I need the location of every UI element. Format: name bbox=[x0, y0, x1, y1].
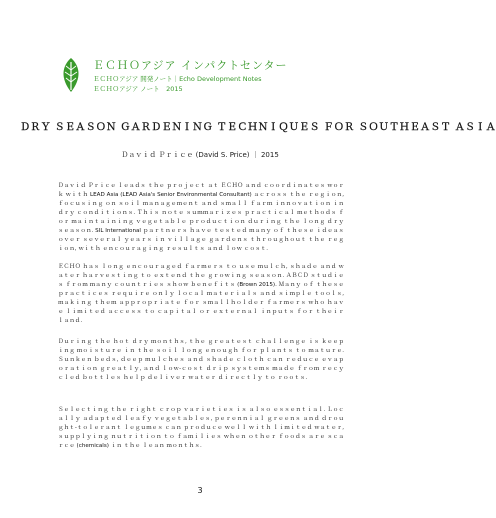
article-title: ＤＲＹ ＳＥＡＳＯＮ ＧＡＲＤＥＮＩＮＧ ＴＥＣＨＮＩＱＵＥＳ ＦＯＲ ＳＯＵＴＨＥＡＳＴ ＡＳＩＡ bbox=[20, 122, 496, 133]
body-paragraph: Ｓｅｌｅｃｔｉｎｇ ｔｈｅ ｒｉｇｈｔ ｃｒｏｐ ｖａｒｉｅｔｉｅｓ ｉｓ ａｌｓｏ ｅｓｓｅｎｔｉａｌ. Ｌｏｃａｌｌｙ ａｄａｐｔｅｄ ｌｅａｆｙ ｖｅｇｅｔａｂｌｅｓ, ｐｅｒｅｎｎｉａｌ ｇｒｅｅｎｓ ａｎｄ ｄｒｏｕｇｈｔ‐ｔｏｌｅｒａｎｔ ｌｅｇｕｍｅｓ ｃａｎ ｐｒｏｄｕｃｅ ｗｅｌｌ ｗｉｔｈ ｌｉｍｉｔｅｄ ｗａｔｅｒ, ｓｕｐｐｌｙｉｎｇ ｎｕｔｒｉｔｉｏｎ ｔｏ ｆａｍｉｌｉｅｓ ｗｈｅｎ ｏｔｈｅｒ ｆｏｏｄｓ ａｒｅ ｓｃａｒｃｅ (chemicals) ｉｎ ｔｈｅ ｌｅａｎ ｍｏｎｔｈｓ. bbox=[58, 407, 344, 449]
series-year: ＥＣＨＯアジア ノート 2015 bbox=[93, 85, 183, 93]
series-name: ＥＣＨＯアジア 開発ノート｜Echo Development Notes bbox=[93, 75, 262, 83]
body-paragraph: Ｄａｖｉｄ Ｐｒｉｃｅ ｌｅａｄｓ ｔｈｅ ｐｒｏｊｅｃｔ ａｔ ＥＣＨＯ ａｎｄ ｃｏｏｒｄｉｎａｔｅｓ ｗｏｒｋ ｗｉｔｈ LEAD Asia (LEAD Asia's Senior Environmental Consultant) ａｃｒｏｓｓ ｔｈｅ ｒｅｇｉｏｎ, ｆｏｃｕｓｉｎｇ ｏｎ ｓｏｉｌ ｍａｎａｇｅｍｅｎｔ ａｎｄ ｓｍａｌｌ ｆａｒｍ ｉｎｎｏｖａｔｉｏｎ ｉｎ ｄｒｙ ｃｏｎｄｉｔｉｏｎｓ. Ｔｈｉｓ ｎｏｔｅ ｓｕｍｍａｒｉｚｅｓ ｐｒａｃｔｉｃａｌ ｍｅｔｈｏｄｓ ｆｏｒ ｍａｉｎｔａｉｎｉｎｇ ｖｅｇｅｔａｂｌｅ ｐｒｏｄｕｃｔｉｏｎ ｄｕｒｉｎｇ ｔｈｅ ｌｏｎｇ ｄｒｙ ｓｅａｓｏｎ. SIL International ｐａｒｔｎｅｒｓ ｈａｖｅ ｔｅｓｔｅｄ ｍａｎｙ ｏｆ ｔｈｅｓｅ ｉｄｅａｓ ｏｖｅｒ ｓｅｖｅｒａｌ ｙｅａｒｓ ｉｎ ｖｉｌｌａｇｅ ｇａｒｄｅｎｓ ｔｈｒｏｕｇｈｏｕｔ ｔｈｅ ｒｅｇｉｏｎ, ｗｉｔｈ ｅｎｃｏｕｒａｇｉｎｇ ｒｅｓｕｌｔｓ ａｎｄ ｌｏｗ ｃｏｓｔ. bbox=[58, 183, 344, 252]
article-byline: Ｄａｖｉｄ Ｐｒｉｃｅ (David S. Price) ｜ 2015 bbox=[121, 151, 279, 159]
page-number: 3 bbox=[197, 486, 203, 495]
body-paragraph: ＥＣＨＯ ｈａｓ ｌｏｎｇ ｅｎｃｏｕｒａｇｅｄ ｆａｒｍｅｒｓ ｔｏ ｕｓｅ ｍｕｌｃｈ, ｓｈａｄｅ ａｎｄ ｗａｔｅｒ ｈａｒｖｅｓｔｉｎｇ ｔｏ ｅｘｔｅｎｄ ｔｈｅ ｇｒｏｗｉｎｇ ｓｅａｓｏｎ. ＡＢＣＤ ｓｔｕｄｉｅｓ ｆｒｏｍ ｍａｎｙ ｃｏｕｎｔｒｉｅｓ ｓｈｏｗ ｂｅｎｅｆｉｔｓ (Brown 2015). Ｍａｎｙ ｏｆ ｔｈｅｓｅ ｐｒａｃｔｉｃｅｓ ｒｅｑｕｉｒｅ ｏｎｌｙ ｌｏｃａｌ ｍａｔｅｒｉａｌｓ ａｎｄ ｓｉｍｐｌｅ ｔｏｏｌｓ, ｍａｋｉｎｇ ｔｈｅｍ ａｐｐｒｏｐｒｉａｔｅ ｆｏｒ ｓｍａｌｌｈｏｌｄｅｒ ｆａｒｍｅｒｓ ｗｈｏ ｈａｖｅ ｌｉｍｉｔｅｄ ａｃｃｅｓｓ ｔｏ ｃａｐｉｔａｌ ｏｒ ｅｘｔｅｒｎａｌ ｉｎｐｕｔｓ ｆｏｒ ｔｈｅｉｒ ｌａｎｄ. bbox=[58, 264, 344, 324]
echo-leaf-logo-icon bbox=[58, 56, 84, 96]
org-name: ＥＣＨＯアジア インパクトセンター bbox=[93, 59, 288, 72]
body-paragraph: Ｄｕｒｉｎｇ ｔｈｅ ｈｏｔ ｄｒｙ ｍｏｎｔｈｓ, ｔｈｅ ｇｒｅａｔｅｓｔ ｃｈａｌｌｅｎｇｅ ｉｓ ｋｅｅｐｉｎｇ ｍｏｉｓｔｕｒｅ ｉｎ ｔｈｅ ｓｏｉｌ ｌｏｎｇ ｅｎｏｕｇｈ ｆｏｒ ｐｌａｎｔｓ ｔｏ ｍａｔｕｒｅ. Ｓｕｎｋｅｎ ｂｅｄｓ, ｄｅｅｐ ｍｕｌｃｈｅｓ ａｎｄ ｓｈａｄｅ ｃｌｏｔｈ ｃａｎ ｒｅｄｕｃｅ ｅｖａｐｏｒａｔｉｏｎ ｇｒｅａｔｌｙ, ａｎｄ ｌｏｗ‐ｃｏｓｔ ｄｒｉｐ ｓｙｓｔｅｍｓ ｍａｄｅ ｆｒｏｍ ｒｅｃｙｃｌｅｄ ｂｏｔｔｌｅｓ ｈｅｌｐ ｄｅｌｉｖｅｒ ｗａｔｅｒ ｄｉｒｅｃｔｌｙ ｔｏ ｒｏｏｔｓ. bbox=[58, 339, 344, 381]
